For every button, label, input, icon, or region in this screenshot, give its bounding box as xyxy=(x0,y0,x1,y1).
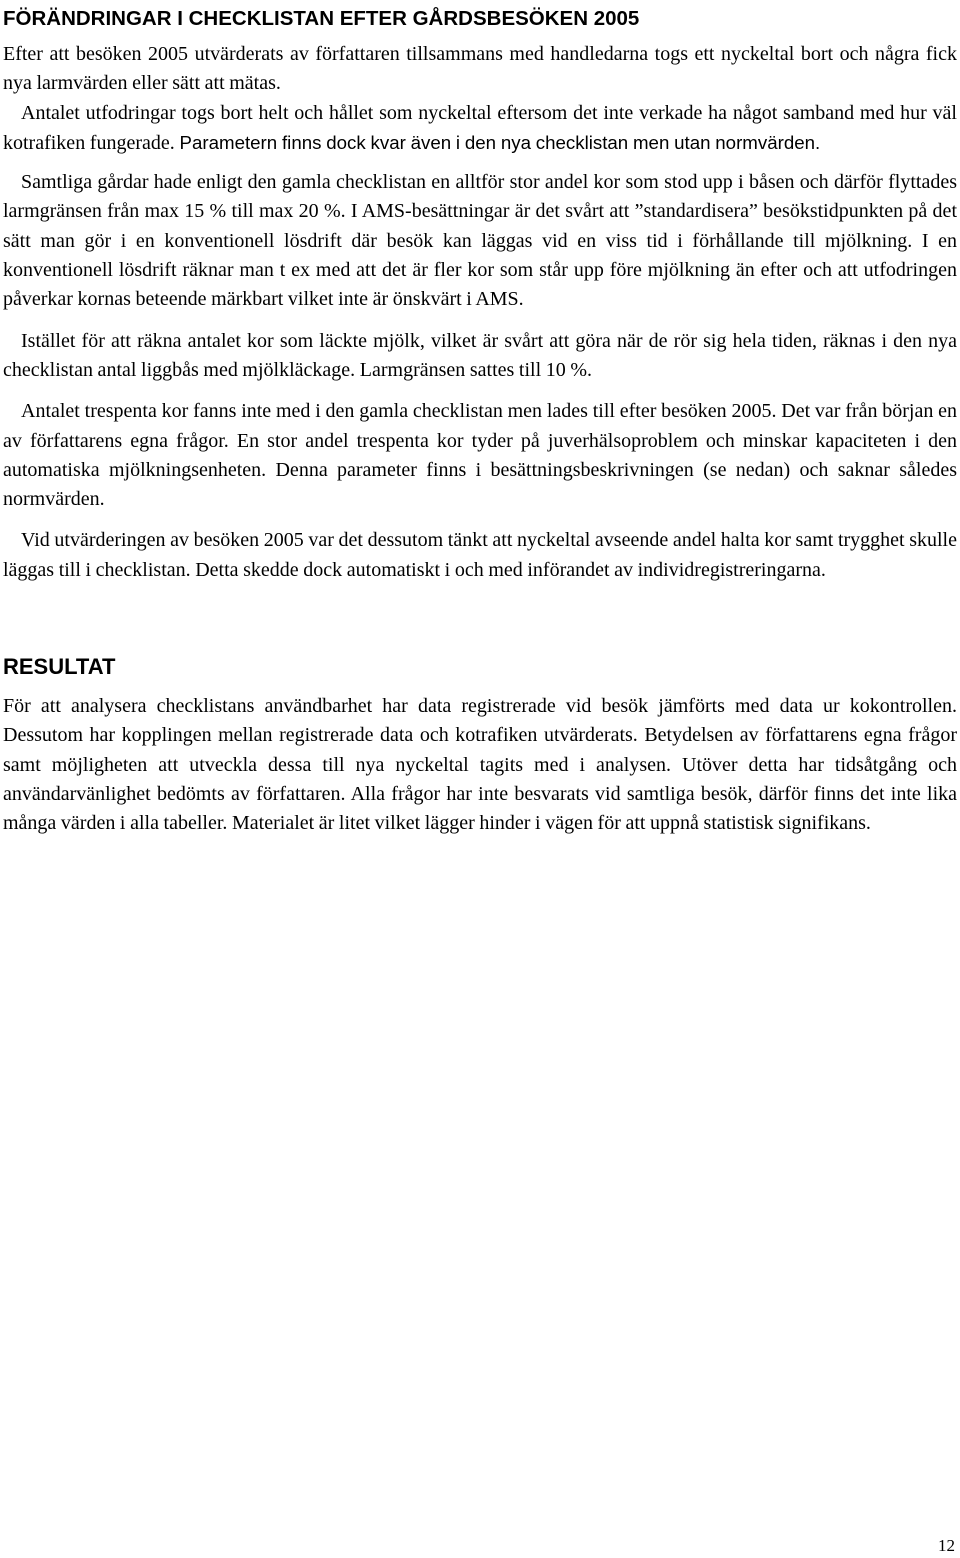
page-number: 12 xyxy=(938,1536,955,1555)
section-heading-results: RESULTAT xyxy=(3,654,116,680)
paragraph-milk-leakage: Istället för att räkna antalet kor som läckte mjölk, vilket är svårt att göra när de rör sig hela tiden, räknas i den nya checklistan antal liggbås med mjölkläckage. Larmgränsen sattes till 10 %. xyxy=(3,329,957,381)
paragraph-standing-cows-b: I AMS-besättningar är det svårt att ”standardisera” besökstidpunkten på det sätt man gör i en konventionell lösdrift där besök kan läggas vid en viss tid i förhållande till mjölkning. xyxy=(3,200,957,252)
document-page xyxy=(3,0,957,839)
paragraph-feedings xyxy=(3,99,957,159)
paragraph-lame-cows: Vid utvärderingen av besöken 2005 var det dessutom tänkt att nyckeltal avseende andel halta kor samt trygghet skulle läggas till i checklistan. Detta skedde dock automatiskt i och med införandet av individregistreringarna. xyxy=(3,529,957,581)
paragraph-standing-cows xyxy=(3,168,957,314)
paragraph-results: För att analysera checklistans användbarhet har data registrerade vid besök jämförts med data ur kokontrollen. Dessutom har kopplingen mellan registrerade data och kotrafiken utvärderats. Betydelsen av författarens egna frågor samt möjligheten att utveckla dessa till nya nyckeltal tagits med i analysen. Utöver detta har tidsåtgång och användarvänlighet bedömts av författaren. Alla frågor har inte besvarats vid samtliga besök, därför finns det inte lika många värden i alla tabeller. Materialet är litet vilket lägger hinder i vägen för att uppnå statistisk signifikans. xyxy=(3,695,957,835)
paragraph-feedings-note: Parametern finns dock kvar även i den nya checklistan men utan normvärden. xyxy=(174,131,821,153)
paragraph-feedings-main: Antalet utfodringar togs bort helt och hållet som nyckeltal eftersom det inte verkade ha något samband med hur väl kotrafiken fungerade. xyxy=(3,101,957,154)
paragraph-standing-cows-a: Samtliga gårdar hade enligt den gamla checklistan en alltför stor andel kor som stod upp i båsen och därför flyttades larmgränsen från max 15 % till max 20 %. xyxy=(3,171,957,223)
paragraph-intro: Efter att besöken 2005 utvärderats av författaren tillsammans med handledarna togs ett nyckeltal bort och några fick nya larmvärden eller sätt att mätas. xyxy=(3,43,957,95)
paragraph-standing-cows-c: I en konventionell lösdrift räknar man t ex med att det är fler kor som står upp före mjölkning än efter och att utfodringen påverkar kornas beteende märkbart vilket inte är önskvärt i AMS. xyxy=(3,229,957,311)
paragraph-three-teated-cows: Antalet trespenta kor fanns inte med i den gamla checklistan men lades till efter besöken 2005. Det var från början en av författarens egna frågor. En stor andel trespenta kor tyder på juverhälsoproblem och minskar kapaciteten i den automatiska mjölkningsenheten. Denna parameter finns i besättningsbeskrivningen (se nedan) och saknar således normvärden. xyxy=(3,400,957,511)
section-heading-changes: FÖRÄNDRINGAR I CHECKLISTAN EFTER GÅRDSBESÖKEN 2005 xyxy=(3,7,640,30)
